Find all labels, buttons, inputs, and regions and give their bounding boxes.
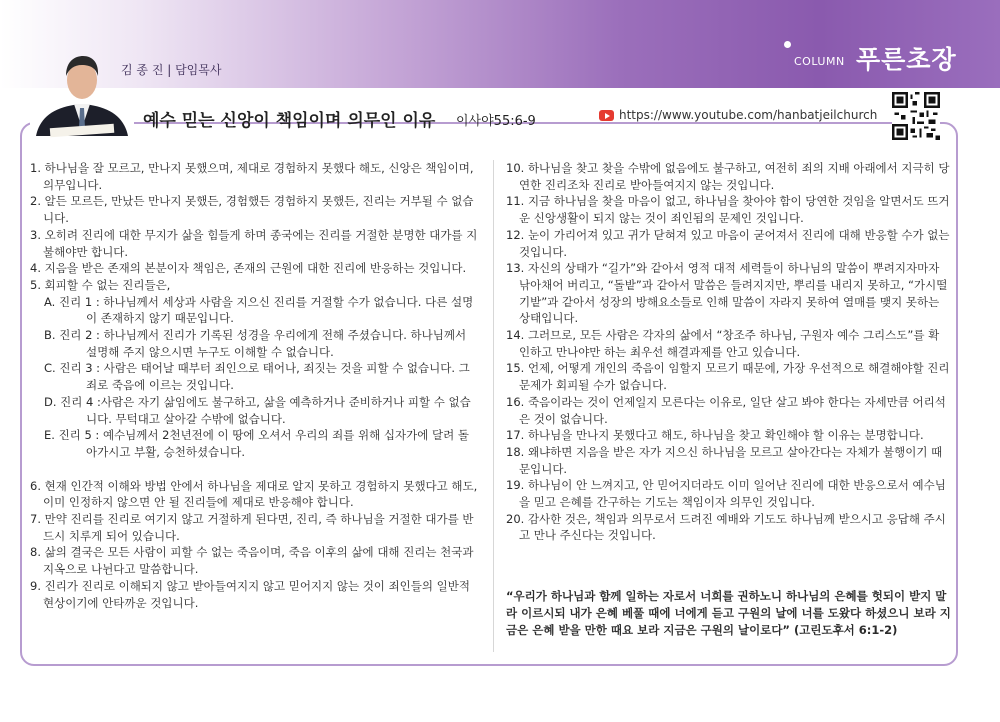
column-dot-icon: [784, 41, 791, 48]
list-item: 2. 알든 모르든, 만났든 만나지 못했든, 경험했든 경험하지 못했든, 진리는 거부될 수 없습니다.: [30, 194, 474, 226]
list-item: 1. 하나님을 잘 모르고, 만나지 못했으며, 제대로 경험하지 못했다 해도, 신앙은 책임이며, 의무입니다.: [30, 161, 474, 192]
spacer: [30, 461, 480, 478]
pastor-photo: [30, 38, 134, 142]
list-item: 6. 현재 인간적 이해와 방법 안에서 하나님을 제대로 알지 못하고 경험하지 못했다고 해도, 이미 인정하지 않으면 안 될 진리들에 제대로 반응해야 합니다.: [30, 478, 478, 510]
list-item: 7. 만약 진리를 진리로 여기지 않고 거절하게 된다면, 진리, 즉 하나님을 거절한 대가를 반드시 치루게 되어 있습니다.: [30, 512, 474, 543]
list-item: 16. 죽음이라는 것이 언제일지 모른다는 이유로, 일단 살고 봐야 한다는 자세만큼 어리석은 것이 없습니다.: [506, 394, 946, 426]
youtube-link[interactable]: https://www.youtube.com/hanbatjeilchurch: [619, 108, 878, 122]
sub-list-item: E. 진리 5 : 예수님께서 2천년전에 이 땅에 오셔서 우리의 죄를 위해 십자가에 달려 돌아가시고 부활, 승천하셨습니다.: [44, 428, 469, 459]
qr-code-icon: [892, 92, 940, 140]
youtube-icon: [599, 110, 614, 121]
list-item: 13. 자신의 상태가 “길가”와 같아서 영적 대적 세력들이 하나님의 말씀이 뿌려지자마자 낚아채어 버리고, “돌밭”과 같아서 말씀은 들려지지만, 뿌리를 내리지 못하고, “가시떨기밭”과 같아서 성장의 방해요소들로 인해 말씀이 자라지 못하여 열매를 맺지 못하는 상태입니다.: [506, 261, 948, 326]
bible-quote: “우리가 하나님과 함께 일하는 자로서 너희를 권하노니 하나님의 은혜를 헛되이 받지 말라 이르시되 내가 은혜 베풀 때에 너에게 듣고 구원의 날에 너를 도왔다 하셨으니 보라 지금은 은혜 받을 만한 때요 보라 지금은 구원의 날이로다” (고린도후서 6:1-2): [506, 589, 951, 637]
sub-list-item: D. 진리 4 :사람은 자기 삶임에도 불구하고, 삶을 예측하거나 준비하거나 피할 수 없습니다. 무턱대고 살아갈 수밖에 없습니다.: [44, 394, 471, 426]
list-item: 14. 그러므로, 모든 사람은 각자의 삶에서 “창조주 하나님, 구원자 예수 그리스도”를 확인하고 만나야만 하는 최우선 해결과제를 안고 있습니다.: [506, 328, 940, 359]
list-item: 15. 언제, 어떻게 개인의 죽음이 임할지 모르기 때문에, 가장 우선적으로 해결해야할 진리문제가 회피될 수가 없습니다.: [506, 361, 950, 393]
sub-list-item: C. 진리 3 : 사람은 태어날 때부터 죄인으로 태어나, 죄짓는 것을 피할 수 없습니다. 그 죄로 죽음에 이르는 것입니다.: [44, 361, 470, 393]
list-item: 11. 지금 하나님을 찾을 마음이 없고, 하나님을 찾아야 함이 당연한 것임을 알면서도 뜨거운 신앙생활이 되지 않는 것이 죄인됨의 문제인 것입니다.: [506, 194, 950, 226]
list-item: 4. 지음을 받은 존재의 본분이자 책임은, 존재의 근원에 대한 진리에 반응하는 것입니다.: [30, 261, 467, 276]
list-item: 3. 오히려 진리에 대한 무지가 삶을 힘들게 하며 종국에는 진리를 거절한 분명한 대가를 지불해야만 합니다.: [30, 227, 478, 259]
sub-list-item: B. 진리 2 : 하나님께서 진리가 기록된 성경을 우리에게 전해 주셨습니다. 하나님께서 설명해 주지 않으시면 누구도 이해할 수 없습니다.: [44, 328, 467, 359]
scripture-reference: 이사야55:6-9: [456, 114, 536, 129]
list-item: 19. 하나님이 안 느껴지고, 안 믿어지더라도 이미 일어난 진리에 대한 반응으로서 예수님을 믿고 은혜를 간구하는 기도는 책임이자 의무인 것입니다.: [506, 478, 946, 510]
list-item: 17. 하나님을 만나지 못했다고 해도, 하나님을 찾고 확인해야 할 이유는 분명합니다.: [506, 428, 924, 443]
sub-list-item: A. 진리 1 : 하나님께서 세상과 사람을 지으신 진리를 거절할 수가 없습니다. 다른 설명이 존재하지 않기 때문입니다.: [44, 294, 474, 326]
pastor-name: 김 종 진 | 담임목사: [121, 63, 222, 77]
list-item: 18. 왜냐하면 지음을 받은 자가 지으신 하나님을 모르고 살아간다는 자체가 불행이기 때문입니다.: [506, 444, 943, 476]
column-label: COLUMN: [794, 55, 845, 68]
sermon-title: 예수 믿는 신앙이 책임이며 의무인 이유: [143, 111, 436, 131]
left-column: [30, 160, 480, 611]
right-column: [506, 160, 950, 544]
list-item: 5. 회피할 수 없는 진리들은,: [30, 277, 171, 292]
list-item: 20. 감사한 것은, 책임과 의무로서 드려진 예배와 기도도 하나님께 받으시고 응답해 주시고 만나 주신다는 것입니다.: [506, 511, 946, 543]
column-title: 푸른초장: [856, 45, 957, 74]
list-item: 9. 진리가 진리로 이해되지 않고 받아들여지지 않고 믿어지지 않는 것이 죄인들의 일반적 현상이기에 안타까운 것입니다.: [30, 578, 470, 610]
list-item: 8. 삶의 결국은 모든 사람이 피할 수 없는 죽음이며, 죽음 이후의 삶에 대해 진리는 천국과 지옥으로 나뉜다고 말씀합니다.: [30, 545, 474, 577]
list-item: 10. 하나님을 찾고 찾을 수밖에 없음에도 불구하고, 여전히 죄의 지배 아래에서 지극히 당연한 진리조차 진리로 받아들여지지 않는 것입니다.: [506, 161, 950, 192]
column-divider: [493, 160, 494, 652]
list-item: 12. 눈이 가리어져 있고 귀가 닫혀져 있고 마음이 굳어져서 진리에 대해 반응할 수가 없는 것입니다.: [506, 227, 950, 259]
